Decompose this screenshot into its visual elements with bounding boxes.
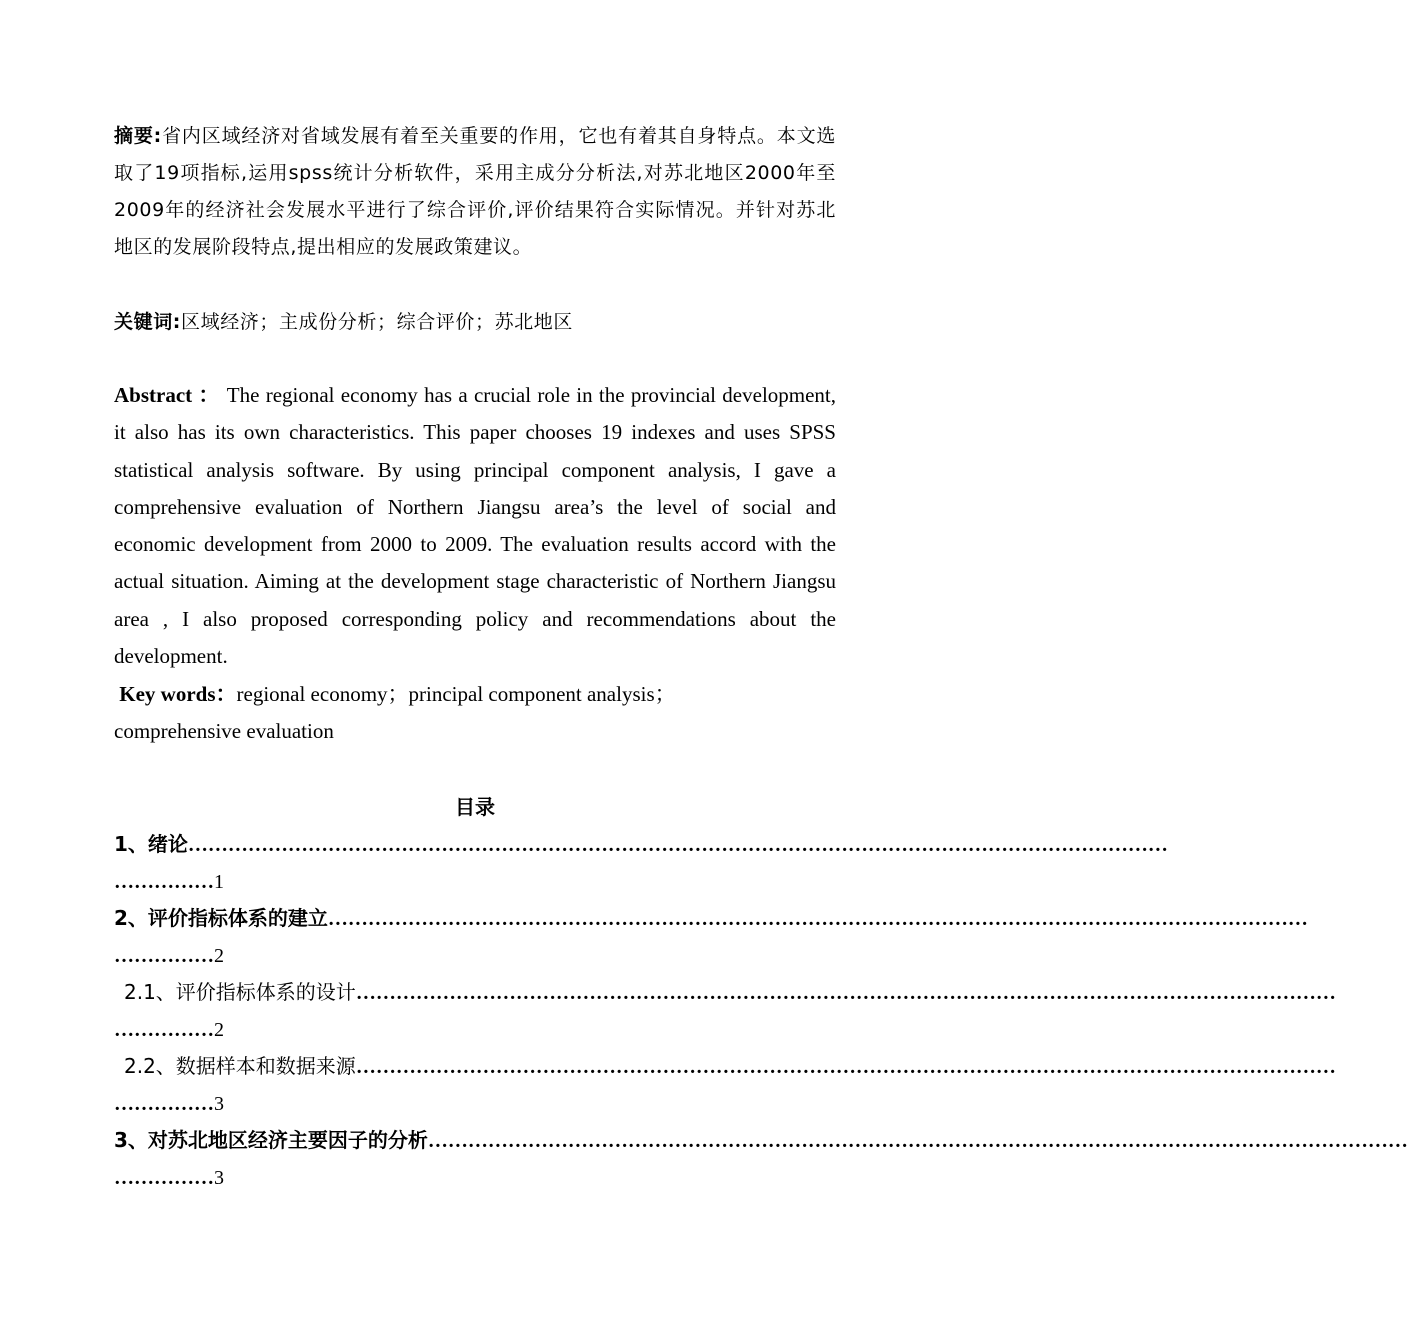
toc-leader-dots: ………………………………………………………………………………………………………………………………… xyxy=(355,982,1336,1004)
toc-entry[interactable] xyxy=(114,900,1308,975)
english-keywords xyxy=(114,676,836,751)
toc-entry-title: 3、对苏北地区经济主要因子的分析 xyxy=(114,1128,428,1152)
toc-entry-title: 1、绪论 xyxy=(114,832,188,856)
toc-leader-dots: ………………………………………………………………………………………………………………………………… xyxy=(187,834,1168,856)
english-keywords-text-2: comprehensive evaluation xyxy=(114,719,334,744)
toc-entry-page: 3 xyxy=(214,1093,224,1115)
english-keywords-label: Key words： xyxy=(119,682,237,706)
chinese-keywords-text: 区域经济；主成份分析；综合评价；苏北地区 xyxy=(181,311,574,333)
toc-entry-page: 2 xyxy=(214,945,224,967)
toc-leader-dots: …………… xyxy=(114,1093,214,1115)
toc-entry-page: 3 xyxy=(214,1167,224,1189)
toc-entry[interactable] xyxy=(114,1048,1336,1123)
chinese-abstract xyxy=(114,118,836,266)
english-keywords-line-1 xyxy=(114,676,836,713)
toc-leader-dots: ………………………………………………………………………………………………………………………………… xyxy=(355,1056,1336,1078)
english-abstract xyxy=(114,377,836,675)
chinese-abstract-text: 省内区域经济对省域发展有着至关重要的作用，它也有着其自身特点。本文选取了19项指标,运用spss统计分析软件，采用主成分分析法,对苏北地区2000年至2009年的经济社会发展水平进行了综合评价,评价结果符合实际情况。并针对苏北地区的发展阶段特点,提出相应的发展政策建议。 xyxy=(114,125,836,258)
toc-leader-dots: …………… xyxy=(114,1019,214,1041)
toc-entry[interactable] xyxy=(114,826,1168,901)
toc-title: 目录 xyxy=(455,795,495,819)
chinese-abstract-label: 摘要: xyxy=(114,125,162,147)
english-abstract-text: The regional economy has a crucial role in the provincial development, it also has its own characteristics. This paper chooses 19 indexes and uses SPSS statistical analysis software. By using principal component analysis, I gave a comprehensive evaluation of Northern Jiangsu area’s the level of social and economic development from 2000 to 2009. The evaluation results accord with the actual situation. Aiming at the development stage characteristic of Northern Jiangsu area , I also proposed corresponding policy and recommendations about the development. xyxy=(114,383,837,669)
english-keywords-text-1: regional economy；principal component analysis； xyxy=(236,682,676,706)
toc-leader-dots: …………… xyxy=(114,945,214,967)
toc-entry-title: 2.2、数据样本和数据来源 xyxy=(124,1054,356,1078)
toc-entry[interactable] xyxy=(114,1122,1408,1197)
toc-leader-dots: ………………………………………………………………………………………………………………………………… xyxy=(327,908,1308,930)
toc-entry[interactable] xyxy=(114,974,1336,1049)
toc-leader-dots: …………… xyxy=(114,1167,214,1189)
english-abstract-label: Abstract ： xyxy=(114,383,221,407)
toc-entry-page: 2 xyxy=(214,1019,224,1041)
toc-leader-dots: …………… xyxy=(114,871,214,893)
toc-entry-title: 2.1、评价指标体系的设计 xyxy=(124,980,356,1004)
toc-entry-page: 1 xyxy=(214,871,224,893)
chinese-keywords-label: 关键词: xyxy=(114,311,181,333)
toc-entry-title: 2、评价指标体系的建立 xyxy=(114,906,328,930)
toc-leader-dots: ………………………………………………………………………………………………………………………………… xyxy=(427,1130,1408,1152)
chinese-keywords xyxy=(114,304,836,341)
